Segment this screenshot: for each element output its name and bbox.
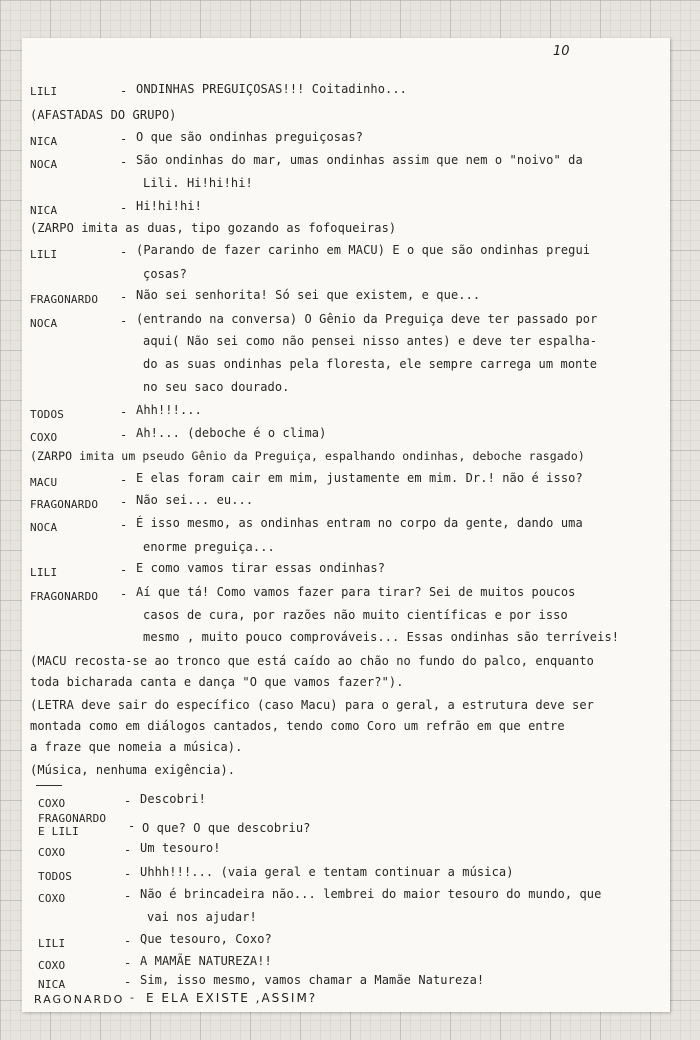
dialogue-line: E elas foram cair em mim, justamente em mim. Dr.! não é isso?: [136, 471, 583, 485]
speaker: TODOS: [30, 408, 65, 421]
speaker: LILI: [38, 937, 66, 950]
dash: -: [124, 843, 132, 857]
dialogue-line: O que são ondinhas preguiçosas?: [136, 130, 364, 144]
speaker: MACU: [30, 476, 58, 489]
dialogue-line: ONDINHAS PREGUIÇOSAS!!! Coitadinho...: [136, 82, 408, 96]
dialogue-line: Hi!hi!hi!: [136, 199, 202, 213]
speaker: COXO: [38, 892, 66, 905]
dash: -: [120, 428, 128, 442]
dash: -: [120, 405, 128, 419]
dialogue-continuation: mesmo , muito pouco comprováveis... Essas ondinhas são terríveis!: [143, 630, 620, 644]
dash: -: [120, 518, 128, 532]
speaker: NOCA: [30, 521, 58, 534]
dash: -: [120, 587, 128, 601]
dialogue-line: Não sei senhorita! Só sei que existem, e que...: [136, 288, 481, 302]
speaker: LILI: [30, 566, 58, 579]
handwritten-stroke: [36, 785, 62, 786]
dialogue-line: Aí que tá! Como vamos fazer para tirar? Sei de muitos poucos: [136, 585, 576, 599]
dialogue-continuation: Lili. Hi!hi!hi!: [143, 176, 253, 190]
speaker: FRAGONARDO: [30, 590, 99, 603]
dialogue-line: Não sei... eu...: [136, 493, 254, 507]
stage-direction: (Música, nenhuma exigência).: [30, 763, 236, 777]
stage-direction: (LETRA deve sair do específico (caso Macu) para o geral, a estrutura deve ser: [30, 698, 594, 712]
dialogue-line: Sim, isso mesmo, vamos chamar a Mamãe Natureza!: [140, 973, 485, 987]
stage-direction: (ZARPO imita um pseudo Gênio da Preguiça, espalhando ondinhas, deboche rasgado): [30, 449, 585, 463]
dash: -: [120, 314, 128, 328]
dialogue-continuation: do as suas ondinhas pela floresta, ele sempre carrega um monte: [143, 357, 598, 371]
speaker: COXO: [30, 431, 58, 444]
dash: -: [124, 889, 132, 903]
dialogue-continuation: casos de cura, por razões não muito científicas e por isso: [143, 608, 568, 622]
dash: -: [120, 495, 128, 509]
stage-direction: (MACU recosta-se ao tronco que está caído ao chão no fundo do palco, enquanto: [30, 654, 594, 668]
dash: -: [120, 132, 128, 146]
dialogue-line: A MAMÃE NATUREZA!!: [140, 954, 272, 968]
stage-direction: (AFASTADAS DO GRUPO): [30, 108, 177, 122]
dialogue-line: Que tesouro, Coxo?: [140, 932, 272, 946]
handwritten-line: E ELA EXISTE ,ASSIM?: [146, 991, 318, 1005]
dash: -: [130, 991, 136, 1004]
dialogue-line: O que? O que descobriu?: [142, 821, 311, 835]
speaker: COXO: [38, 797, 66, 810]
speaker: FRAGONARDO: [30, 293, 99, 306]
speaker: NOCA: [30, 158, 58, 171]
dash: -: [120, 290, 128, 304]
dash: -: [124, 956, 132, 970]
dialogue-line: Não é brincadeira não... lembrei do maior tesouro do mundo, que: [140, 887, 602, 901]
dialogue-line: São ondinhas do mar, umas ondinhas assim que nem o "noivo" da: [136, 153, 583, 167]
stage-direction: (ZARPO imita as duas, tipo gozando as fofoqueiras): [30, 221, 397, 235]
dialogue-line: Ahh!!!...: [136, 403, 202, 417]
handwritten-speaker: RAGONARDO: [34, 993, 125, 1006]
dialogue-continuation: vai nos ajudar!: [147, 910, 257, 924]
stage-direction-continuation: montada como em diálogos cantados, tendo como Coro um refrão em que entre: [30, 719, 565, 733]
dash: -: [120, 245, 128, 259]
dash: -: [120, 473, 128, 487]
speaker: COXO: [38, 959, 66, 972]
dash: -: [128, 819, 136, 833]
dash: -: [124, 867, 132, 881]
dialogue-line: Ah!... (deboche é o clima): [136, 426, 327, 440]
speaker-line-2: E LILI: [38, 825, 79, 838]
speaker: NICA: [30, 204, 58, 217]
stage-direction-continuation: toda bicharada canta e dança "O que vamos fazer?").: [30, 675, 404, 689]
dash: -: [120, 84, 128, 98]
speaker: FRAGONARDO: [30, 498, 99, 511]
dash: -: [124, 975, 132, 989]
dialogue-continuation: çosas?: [143, 267, 187, 281]
dialogue-continuation: no seu saco dourado.: [143, 380, 290, 394]
speaker: NICA: [38, 978, 66, 991]
dash: -: [124, 934, 132, 948]
page-number: 10: [553, 44, 570, 59]
dash: -: [120, 201, 128, 215]
dialogue-line: E como vamos tirar essas ondinhas?: [136, 561, 386, 575]
speaker: NICA: [30, 135, 58, 148]
speaker: COXO: [38, 846, 66, 859]
dash: -: [120, 563, 128, 577]
dialogue-line: É isso mesmo, as ondinhas entram no corpo da gente, dando uma: [136, 516, 583, 530]
dialogue-line: (entrando na conversa) O Gênio da Preguiça deve ter passado por: [136, 312, 598, 326]
stage-direction-continuation: a fraze que nomeia a música).: [30, 740, 243, 754]
dialogue-line: (Parando de fazer carinho em MACU) E o que são ondinhas pregui: [136, 243, 591, 257]
dash: -: [120, 155, 128, 169]
speaker: NOCA: [30, 317, 58, 330]
dialogue-continuation: enorme preguiça...: [143, 540, 275, 554]
speaker: TODOS: [38, 870, 73, 883]
dash: -: [124, 794, 132, 808]
speaker: LILI: [30, 248, 58, 261]
dialogue-continuation: aqui( Não sei como não pensei nisso antes) e deve ter espalha-: [143, 334, 598, 348]
dialogue-line: Uhhh!!!... (vaia geral e tentam continuar a música): [140, 865, 514, 879]
dialogue-line: Descobri!: [140, 792, 206, 806]
speaker-line-1: FRAGONARDO: [38, 812, 107, 825]
dialogue-line: Um tesouro!: [140, 841, 221, 855]
speaker: LILI: [30, 85, 58, 98]
